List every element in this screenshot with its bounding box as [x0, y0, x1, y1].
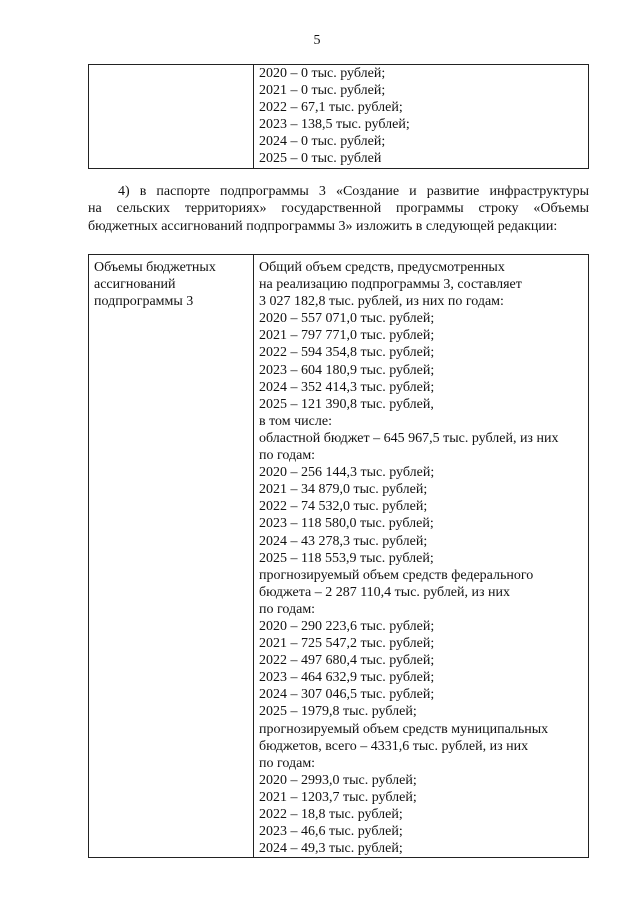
table-label-cell — [89, 255, 254, 858]
value-line: 2024 – 49,3 тыс. рублей; — [259, 841, 403, 857]
value-line: 2020 – 2993,0 тыс. рублей; — [259, 772, 417, 788]
value-line: 2022 – 74 532,0 тыс. рублей; — [259, 499, 428, 515]
value-line: 2024 – 43 278,3 тыс. рублей; — [259, 533, 428, 549]
year-amount-line: 2022 – 67,1 тыс. рублей; — [259, 100, 403, 116]
value-line: 2023 – 46,6 тыс. рублей; — [259, 824, 403, 840]
value-line: 2022 – 594 354,8 тыс. рублей; — [259, 345, 435, 361]
value-line: в том числе: — [259, 413, 332, 429]
value-line: бюджетов, всего – 4331,6 тыс. рублей, из них — [259, 738, 529, 754]
amendment-paragraph — [88, 183, 589, 235]
funding-table-continuation — [88, 64, 589, 169]
value-line: 2020 – 290 223,6 тыс. рублей; — [259, 618, 435, 634]
label-line: ассигнований — [94, 277, 176, 293]
value-line: по годам: — [259, 755, 316, 771]
year-amount-line: 2021 – 0 тыс. рублей; — [259, 83, 386, 99]
value-line: 3 027 182,8 тыс. рублей, из них по годам: — [259, 294, 504, 310]
value-line: 2022 – 18,8 тыс. рублей; — [259, 807, 403, 822]
table-value-cell — [254, 65, 589, 169]
year-amount-line: 2024 – 0 тыс. рублей; — [259, 134, 386, 150]
funding-table — [88, 254, 589, 858]
value-line: 2021 – 34 879,0 тыс. рублей; — [259, 482, 428, 498]
value-line: 2020 – 557 071,0 тыс. рублей; — [259, 311, 435, 327]
label-line: Объемы бюджетных — [94, 260, 216, 275]
value-line: прогнозируемый объем средств федерального — [259, 567, 534, 583]
paragraph-line: бюджетных ассигнований подпрограммы 3» изложить в следующей редакции: — [88, 218, 558, 234]
value-line: по годам: — [259, 448, 316, 464]
value-line: 2021 – 797 771,0 тыс. рублей; — [259, 328, 435, 344]
year-amount-line: 2020 – 0 тыс. рублей; — [259, 66, 386, 81]
table-row — [89, 255, 589, 858]
value-line: областной бюджет – 645 967,5 тыс. рублей, из них — [259, 430, 559, 446]
value-line: 2023 – 464 632,9 тыс. рублей; — [259, 670, 435, 686]
page-number: 5 — [313, 33, 321, 48]
value-line: 2024 – 307 046,5 тыс. рублей; — [259, 687, 435, 703]
value-line: Общий объем средств, предусмотренных — [259, 260, 505, 275]
value-line: 2023 – 604 180,9 тыс. рублей; — [259, 362, 435, 378]
value-line: 2025 – 118 553,9 тыс. рублей; — [259, 550, 434, 566]
table-label-cell — [89, 65, 254, 169]
value-line: прогнозируемый объем средств муниципальных — [259, 721, 549, 737]
value-line: 2021 – 1203,7 тыс. рублей; — [259, 789, 417, 805]
table-value-cell — [254, 255, 589, 858]
label-line: подпрограммы 3 — [94, 294, 194, 310]
value-line: 2023 – 118 580,0 тыс. рублей; — [259, 516, 434, 532]
year-amount-line: 2023 – 138,5 тыс. рублей; — [259, 117, 410, 133]
value-line: 2025 – 121 390,8 тыс. рублей, — [259, 396, 434, 412]
value-line: 2022 – 497 680,4 тыс. рублей; — [259, 653, 435, 669]
year-amount-line: 2025 – 0 тыс. рублей — [259, 151, 382, 167]
paragraph-line: 4) в паспорте подпрограммы 3 «Создание и развитие инфраструктуры — [118, 184, 589, 199]
value-line: 2024 – 352 414,3 тыс. рублей; — [259, 379, 435, 395]
value-line: 2021 – 725 547,2 тыс. рублей; — [259, 636, 435, 652]
value-line: 2025 – 1979,8 тыс. рублей; — [259, 704, 417, 720]
paragraph-line: на сельских территориях» государственной программы строку «Объемы — [88, 201, 589, 217]
value-line: на реализацию подпрограммы 3, составляет — [259, 277, 522, 293]
value-line: бюджета – 2 287 110,4 тыс. рублей, из них — [259, 584, 511, 600]
value-line: 2020 – 256 144,3 тыс. рублей; — [259, 465, 435, 481]
table-row — [89, 65, 589, 169]
value-line: по годам: — [259, 601, 316, 617]
